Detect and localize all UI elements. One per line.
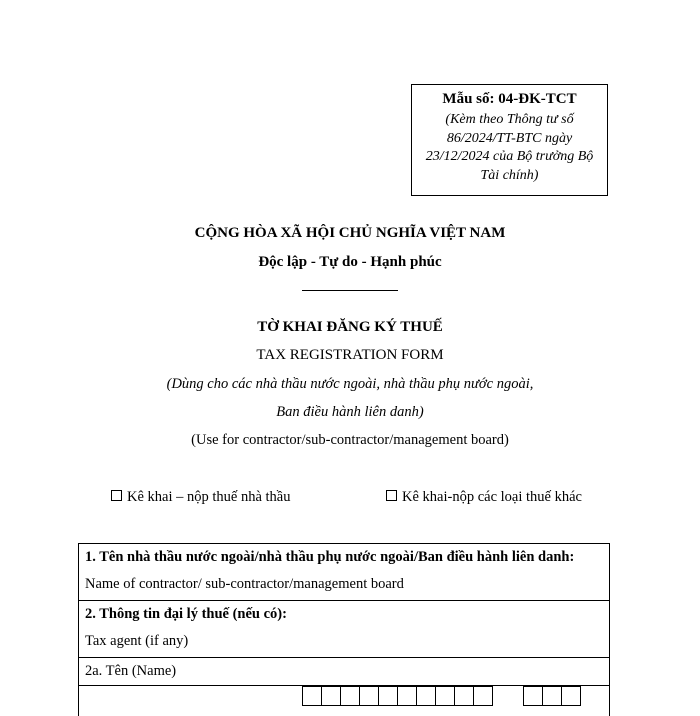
form-title-vi: TỜ KHAI ĐĂNG KÝ THUẾ <box>257 319 443 335</box>
checkbox-other-taxes[interactable] <box>386 490 397 501</box>
tax-code-cell[interactable] <box>321 686 341 706</box>
usage-note-vi-line2: Ban điều hành liên danh) <box>276 404 424 420</box>
tax-code-suffix-cell[interactable] <box>523 686 543 706</box>
tax-code-suffix-cell[interactable] <box>561 686 581 706</box>
row-agent-name-label: 2a. Tên (Name) <box>85 663 177 679</box>
tax-code-cell[interactable] <box>397 686 417 706</box>
tax-code-cell[interactable] <box>416 686 436 706</box>
tax-code-suffix-cells[interactable] <box>524 686 581 706</box>
option-contractor-tax[interactable] <box>111 489 291 506</box>
option-contractor-tax-label: Kê khai – nộp thuế nhà thầu <box>127 489 291 505</box>
tax-code-cell[interactable] <box>473 686 493 706</box>
tax-code-cell[interactable] <box>359 686 379 706</box>
checkbox-contractor-tax[interactable] <box>111 490 122 501</box>
form-code-note: (Kèm theo Thông tư số 86/2024/TT-BTC ngày 23/12/2024 của Bộ trưởng Bộ Tài chính) <box>425 112 594 183</box>
usage-note-en: (Use for contractor/sub-contractor/management board) <box>191 432 509 448</box>
tax-code-cell[interactable] <box>454 686 474 706</box>
tax-code-cell[interactable] <box>378 686 398 706</box>
option-other-taxes-label: Kê khai-nộp các loại thuế khác <box>402 489 582 505</box>
header-divider <box>302 290 398 291</box>
motto: Độc lập - Tự do - Hạnh phúc <box>258 254 442 270</box>
row-tax-agent-label: 2. Thông tin đại lý thuế (nếu có): <box>85 606 287 622</box>
row-tax-agent[interactable] <box>79 601 609 658</box>
usage-note-vi-line1: (Dùng cho các nhà thầu nước ngoài, nhà thầu phụ nước ngoài, <box>166 376 534 392</box>
row-contractor-name-label-en: Name of contractor/ sub-contractor/management board <box>85 576 404 592</box>
nation-heading: CỘNG HÒA XÃ HỘI CHỦ NGHĨA VIỆT NAM <box>194 225 506 241</box>
row-agent-name[interactable] <box>79 658 609 686</box>
tax-code-cells[interactable] <box>303 686 493 706</box>
row-contractor-name-label: 1. Tên nhà thầu nước ngoài/nhà thầu phụ nước ngoài/Ban điều hành liên danh: <box>85 549 575 565</box>
form-title-en: TAX REGISTRATION FORM <box>256 347 444 363</box>
tax-code-cell[interactable] <box>340 686 360 706</box>
row-contractor-name[interactable] <box>79 544 609 601</box>
tax-code-suffix-cell[interactable] <box>542 686 562 706</box>
option-other-taxes[interactable] <box>386 489 582 506</box>
tax-code-cell[interactable] <box>435 686 455 706</box>
form-code-box <box>411 84 608 196</box>
form-code: Mẫu số: 04-ĐK-TCT <box>442 91 577 107</box>
row-tax-agent-label-en: Tax agent (if any) <box>85 633 189 649</box>
tax-code-cell[interactable] <box>302 686 322 706</box>
